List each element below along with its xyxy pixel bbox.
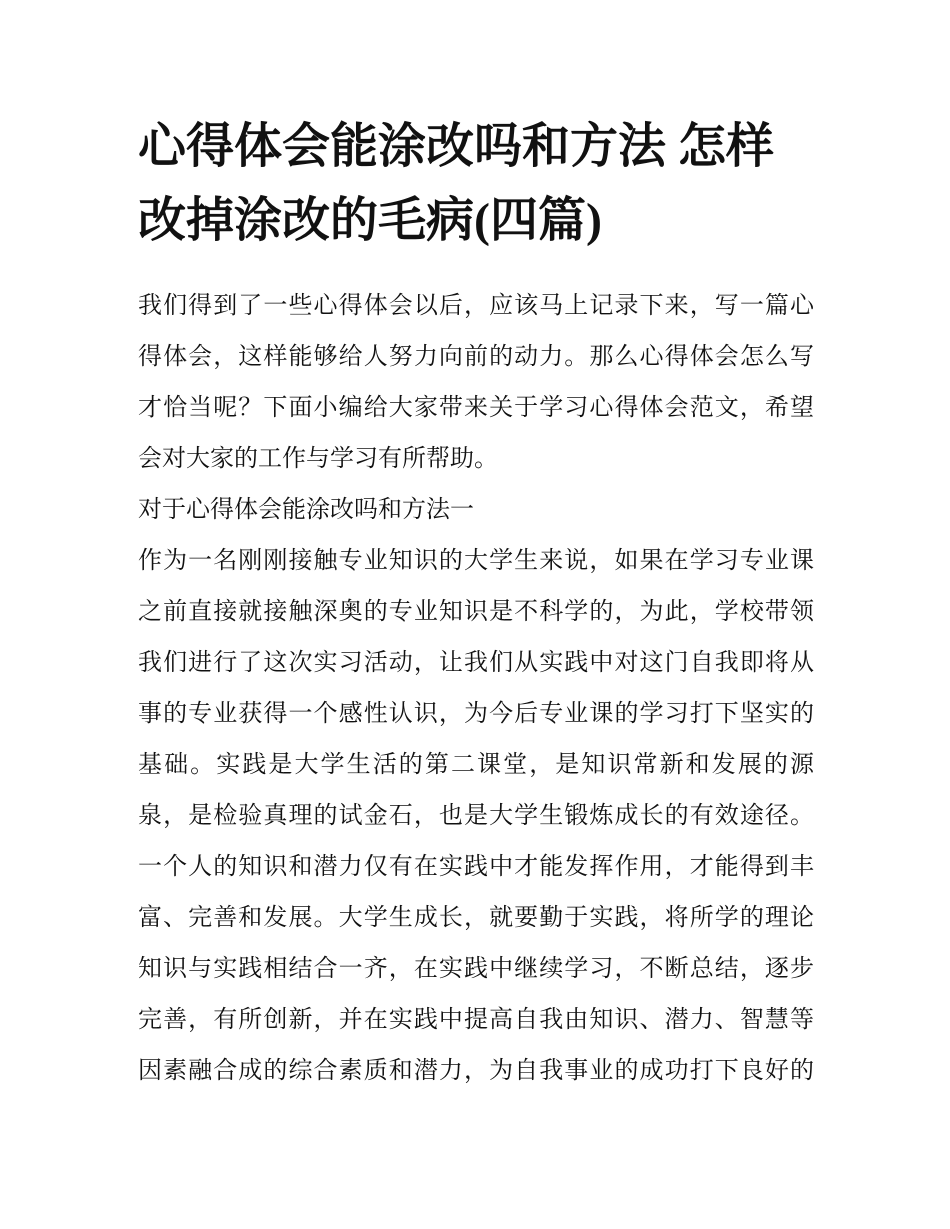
body-line: 富、完善和发展。大学生成长，就要勤于实践，将所学的理论 (138, 905, 814, 931)
title-line-1: 心得体会能涂改吗和方法 怎样 (138, 120, 775, 173)
body-line: 才恰当呢？下面小编给大家带来关于学习心得体会范文，希望 (138, 395, 814, 421)
body-line: 泉，是检验真理的试金石，也是大学生锻炼成长的有效途径。 (138, 803, 814, 829)
body-line: 我们得到了一些心得体会以后，应该马上记录下来，写一篇心 (138, 293, 814, 319)
body-line: 基础。实践是大学生活的第二课堂，是知识常新和发展的源 (138, 752, 814, 778)
body-line: 因素融合成的综合素质和潜力，为自我事业的成功打下良好的 (138, 1058, 814, 1084)
body-line: 一个人的知识和潜力仅有在实践中才能发挥作用，才能得到丰 (138, 854, 814, 880)
body-line: 完善，有所创新，并在实践中提高自我由知识、潜力、智慧等 (138, 1007, 814, 1033)
body-line: 知识与实践相结合一齐，在实践中继续学习，不断总结，逐步 (138, 956, 814, 982)
body-line: 得体会，这样能够给人努力向前的动力。那么心得体会怎么写 (138, 344, 814, 370)
document-body (138, 281, 814, 1097)
section-heading: 对于心得体会能涂改吗和方法一 (138, 497, 474, 523)
body-line: 作为一名刚刚接触专业知识的大学生来说，如果在学习专业课 (138, 548, 814, 574)
title-line-2: 改掉涂改的毛病(四篇) (138, 194, 602, 247)
page-title (138, 0, 814, 258)
body-line: 事的专业获得一个感性认识，为今后专业课的学习打下坚实的 (138, 701, 814, 727)
body-line: 之前直接就接触深奥的专业知识是不科学的，为此，学校带领 (138, 599, 814, 625)
body-line: 我们进行了这次实习活动，让我们从实践中对这门自我即将从 (138, 650, 814, 676)
body-line: 会对大家的工作与学习有所帮助。 (138, 446, 498, 472)
